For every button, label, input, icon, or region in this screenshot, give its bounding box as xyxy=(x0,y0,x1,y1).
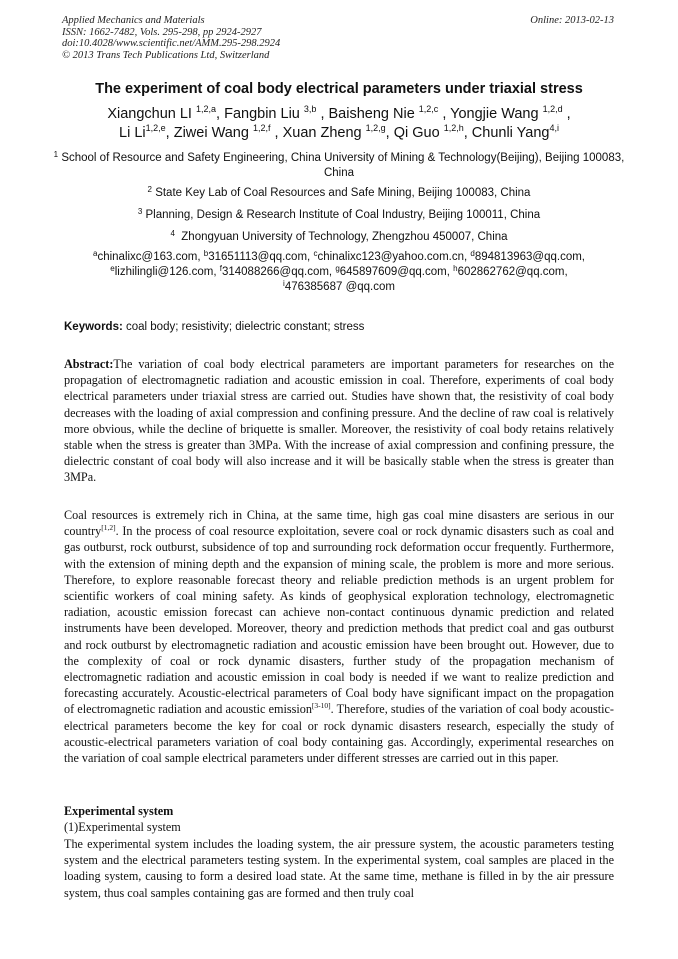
copyright-line: © 2013 Trans Tech Publications Ltd, Switzerland xyxy=(62,49,270,61)
keywords xyxy=(64,321,364,333)
author: Fangbin Liu $^{3,b}$ xyxy=(224,104,317,122)
author: Xiangchun LI $^{1,2,a}$ xyxy=(107,104,217,122)
paper-title: The experiment of coal body electrical parameters under triaxial stress xyxy=(95,81,583,97)
affiliation-2: $^2$ State Key Lab of Coal Resources and Safe Mining, Beijing 100083, China xyxy=(147,185,531,199)
affiliation-3: $^3$ Planning, Design & Research Institute of Coal Industry, Beijing 100011, China xyxy=(137,207,541,221)
affiliation-1: $^1$ School of Resource and Safety Engineering, China University of Mining & Technology(Beijing), Beijing 100083, China xyxy=(53,150,625,179)
author-list: Xiangchun LI $^{1,2,a}$, Fangbin Liu $^{3,b}$ , Baisheng Nie $^{1,2,c}$ , Yongjie Wang $^{1,2,d}$ , Li Li$^{1,2,e}$, Ziwei Wang $^{1,2,f}$ , Xuan Zheng $^{1,2,g}$, Qi Guo $^{1,2,h}$, Chunli Yang$^{4,i}$ xyxy=(107,104,571,141)
citation: [1,2] xyxy=(101,523,116,533)
keywords-label: Keywords: xyxy=(64,321,123,333)
subsection-heading: (1)Experimental system xyxy=(64,820,181,834)
keywords-text: coal body; resistivity; dielectric constant; stress xyxy=(126,321,365,333)
author: Ziwei Wang $^{1,2,f}$ xyxy=(173,123,271,141)
issn-line: ISSN: 1662-7482, Vols. 295-298, pp 2924-2927 xyxy=(62,26,262,38)
abstract xyxy=(64,356,614,486)
author: Baisheng Nie $^{1,2,c}$ xyxy=(328,104,439,122)
abstract-text: The variation of coal body electrical parameters are important parameters for researches on the propagation of electromagnetic radiation and acoustic emission in coal. Therefore, experiments of coal body electrical parameters under triaxial stress are carried out. Studies have shown that, the resistivity of coal body decreases with the loading of axial compression and confining pressure. And the decline of raw coal is relatively more obvious, while the decline of briquette is smaller. Moreover, the resistivity of coal body retains relatively stable when the stress is greater than 3MPa. With the increase of axial compression and confining pressure, the dielectric constant of coal body will also increase and it will be basically stable when the stress is greater than 3MPa. xyxy=(64,357,614,485)
email-list: $^a$chinalixc@163.com, $^b$31651113@qq.com, $^c$chinalixc123@yahoo.com.cn, $^d$894813963@qq.com, $^e$lizhilingli@126.com, $^f$314088266@qq.com, $^g$645897609@qq.com, $^h$602862762@qq.com, $^i$476385687 @qq.com xyxy=(93,249,585,293)
journal-name: Applied Mechanics and Materials xyxy=(62,15,205,26)
section-heading: Experimental system xyxy=(64,804,174,818)
citation: [3-10] xyxy=(311,701,331,711)
abstract-label: Abstract: xyxy=(64,357,114,371)
online-date: Online: 2013-02-13 xyxy=(530,15,614,26)
author: Yongjie Wang $^{1,2,d}$ xyxy=(450,104,563,122)
author: Chunli Yang$^{4,i}$ xyxy=(471,123,559,141)
intro-paragraph: Coal resources is extremely rich in China, at the same time, high gas coal mine disasters are serious in our country[1,2]. In the process of coal resource exploitation, severe coal or rock dynamic disasters such as coal and gas outburst, rock outburst, subsidence of top and surrounding rock deformation occur frequently. Furthermore, with the extension of mining depth and the expansion of mining scale, the problem is more and more serious. Therefore, to explore reasonable forecast theory and reliable prediction methods is an urgent problem for scientific workers of coal mining safety. As kinds of geophysical exploration technology, electromagnetic radiation, acoustic emission forecast can achieve non-contact continuous dynamic prediction and related instruments have been developed. Moreover, theory and prediction methods that predict coal and gas outburst and rock outburst by electromagnetic radiation and acoustic emission have been brought out. However, due to the complexity of coal or rock dynamic disasters, further study of the propagation mechanism of electromagnetic radiation and acoustic emission in coal body is needed if we want to realize prediction and forecasting accurately. Acoustic-electrical parameters of Coal body have significant impact on the propagation of electromagnetic radiation and acoustic emission[3-10]. Therefore, studies of the variation of coal body acoustic-electrical parameters become the key for coal or rock dynamic disasters research, especially the study of acoustic-electrical parameters variation of coal body containing gas. Accordingly, experimental researches on the variation of coal sample electrical parameters under different stresses are carried out in this paper. xyxy=(64,508,614,766)
doi-line: doi:10.4028/www.scientific.net/AMM.295-298.2924 xyxy=(62,38,281,49)
section-paragraph: The experimental system includes the loading system, the air pressure system, the acoustic parameters testing system and the electrical parameters testing system. In the experimental system, coal samples are placed in the loading system, causing to form a desired load state. At the same time, methane is filled in by the air pressure system, thus coal samples containing gas are formed and then truly coal xyxy=(64,837,614,900)
affiliation-4: $^4$ Zhongyuan University of Technology, Zhengzhou 450007, China xyxy=(170,229,508,243)
author: Xuan Zheng $^{1,2,g}$ xyxy=(282,123,386,141)
author: Li Li$^{1,2,e}$ xyxy=(119,123,166,141)
journal-header xyxy=(62,15,280,61)
author: Qi Guo $^{1,2,h}$ xyxy=(393,123,464,141)
